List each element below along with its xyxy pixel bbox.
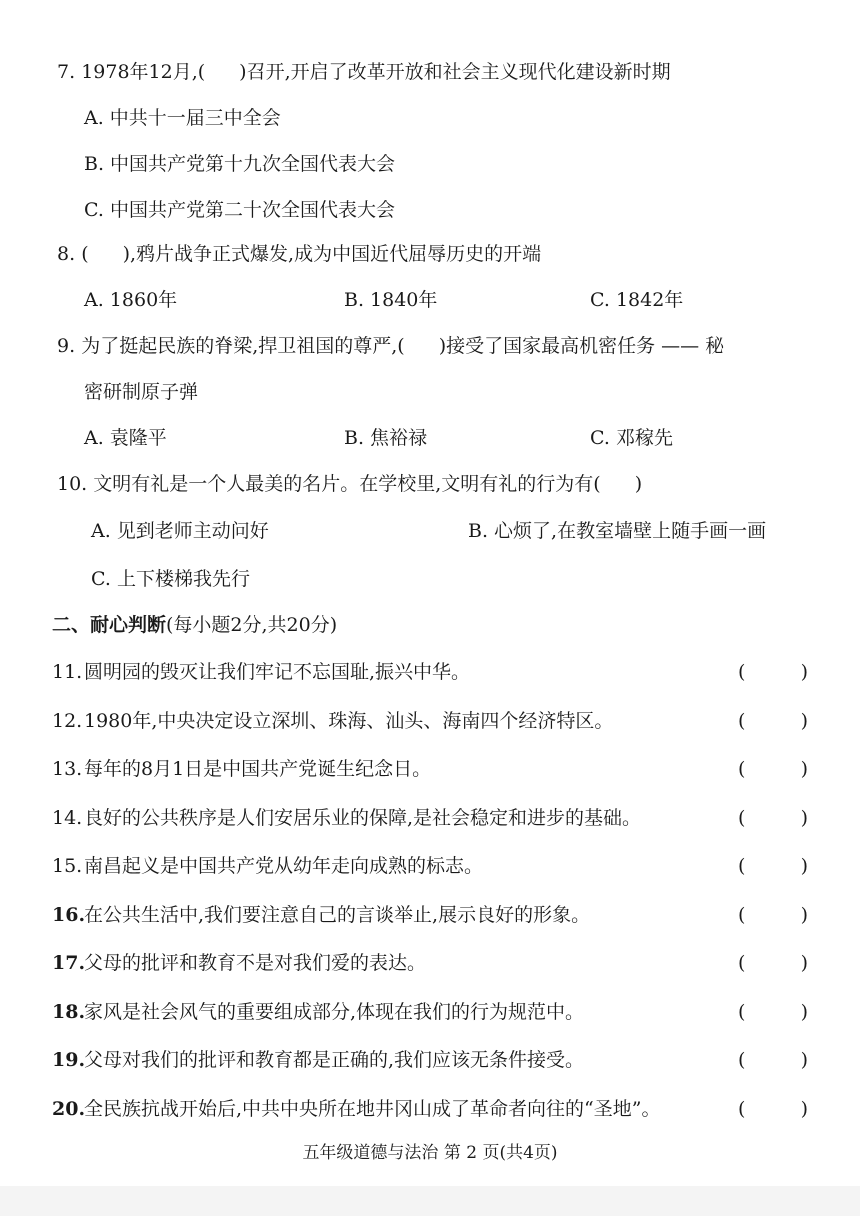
answer-parentheses[interactable] (738, 806, 808, 830)
judgement-item (52, 757, 431, 781)
paren-open: ( (738, 1098, 746, 1120)
question-9 (57, 334, 724, 358)
question-text: 南昌起义是中国共产党从幼年走向成熟的标志。 (84, 855, 484, 877)
judgement-item (52, 854, 483, 878)
paren-close: ) (800, 710, 808, 732)
question-number: 19. (52, 1049, 86, 1071)
answer-parentheses[interactable] (738, 1097, 808, 1121)
paren-open: ( (738, 758, 746, 780)
option-9a: A. 袁隆平 (84, 427, 167, 449)
question-text: 圆明园的毁灭让我们牢记不忘国耻,振兴中华。 (84, 661, 471, 683)
question-7 (57, 60, 671, 84)
question-number: 16. (52, 904, 86, 926)
question-text: 全民族抗战开始后,中共中央所在地井冈山成了革命者向往的“圣地”。 (84, 1098, 661, 1120)
paren-close: ) (800, 1001, 808, 1023)
question-text: 家风是社会风气的重要组成部分,体现在我们的行为规范中。 (84, 1001, 585, 1023)
paren-close: ) (800, 904, 808, 926)
judgement-item (52, 1000, 584, 1024)
option-7c: C. 中国共产党第二十次全国代表大会 (84, 199, 395, 221)
question-number: 10. (57, 473, 88, 495)
question-text-pre: 文明有礼是一个人最美的名片。在学校里,文明有礼的行为有( (93, 473, 601, 495)
option-7b: B. 中国共产党第十九次全国代表大会 (84, 153, 396, 175)
judgement-item (52, 1048, 584, 1072)
question-number: 20. (52, 1098, 86, 1120)
section-heading (52, 613, 337, 637)
question-number: 8. (57, 243, 76, 265)
paren-close: ) (800, 661, 808, 683)
answer-parentheses[interactable] (738, 1000, 808, 1024)
option-7a: A. 中共十一届三中全会 (84, 107, 281, 129)
option-9b: B. 焦裕禄 (344, 427, 428, 449)
judgement-item (52, 709, 613, 733)
question-10 (57, 472, 642, 496)
question-text-post: )召开,开启了改革开放和社会主义现代化建设新时期 (239, 61, 671, 83)
option-8b: B. 1840年 (344, 289, 438, 311)
answer-parentheses[interactable] (738, 709, 808, 733)
paren-open: ( (738, 952, 746, 974)
paren-close: ) (800, 1098, 808, 1120)
paren-close: ) (800, 952, 808, 974)
paren-open: ( (738, 710, 746, 732)
judgement-item (52, 1097, 660, 1121)
answer-parentheses[interactable] (738, 757, 808, 781)
paren-open: ( (738, 807, 746, 829)
question-text: 每年的8月1日是中国共产党诞生纪念日。 (84, 758, 432, 780)
question-text-post: ) (634, 473, 643, 495)
judgement-item (52, 660, 470, 684)
answer-parentheses[interactable] (738, 854, 808, 878)
scan-edge (0, 1186, 860, 1216)
answer-parentheses[interactable] (738, 903, 808, 927)
question-number: 12. (52, 710, 83, 732)
paren-close: ) (800, 758, 808, 780)
question-text-post: ),鸦片战争正式爆发,成为中国近代屈辱历史的开端 (122, 243, 542, 265)
judgement-item (52, 951, 426, 975)
question-9-continued: 密研制原子弹 (84, 381, 199, 403)
paren-open: ( (738, 904, 746, 926)
answer-parentheses[interactable] (738, 660, 808, 684)
question-text: 1980年,中央决定设立深圳、珠海、汕头、海南四个经济特区。 (84, 710, 614, 732)
answer-parentheses[interactable] (738, 1048, 808, 1072)
paren-close: ) (800, 855, 808, 877)
question-text: 良好的公共秩序是人们安居乐业的保障,是社会稳定和进步的基础。 (84, 807, 642, 829)
question-text-pre: ( (81, 243, 89, 265)
question-number: 14. (52, 807, 83, 829)
option-8c: C. 1842年 (590, 289, 684, 311)
question-8 (57, 242, 541, 266)
answer-parentheses[interactable] (738, 951, 808, 975)
option-10c: C. 上下楼梯我先行 (91, 568, 250, 590)
judgement-item (52, 806, 641, 830)
question-number: 11. (52, 661, 83, 683)
paren-open: ( (738, 1049, 746, 1071)
question-text: 父母对我们的批评和教育都是正确的,我们应该无条件接受。 (84, 1049, 585, 1071)
option-10a: A. 见到老师主动问好 (91, 520, 269, 542)
section-title: 二、耐心判断 (52, 614, 167, 636)
question-text: 父母的批评和教育不是对我们爱的表达。 (84, 952, 427, 974)
question-number: 17. (52, 952, 86, 974)
page-footer: 五年级道德与法治 第 2 页(共4页) (302, 1143, 558, 1163)
question-text: 在公共生活中,我们要注意自己的言谈举止,展示良好的形象。 (84, 904, 591, 926)
paren-open: ( (738, 661, 746, 683)
option-9c: C. 邓稼先 (590, 427, 673, 449)
section-score-note: (每小题2分,共20分) (166, 614, 338, 636)
paren-open: ( (738, 1001, 746, 1023)
question-number: 9. (57, 335, 76, 357)
judgement-item (52, 903, 590, 927)
question-number: 7. (57, 61, 76, 83)
question-text-pre: 为了挺起民族的脊梁,捍卫祖国的尊严,( (81, 335, 405, 357)
question-number: 15. (52, 855, 83, 877)
paren-close: ) (800, 1049, 808, 1071)
option-10b: B. 心烦了,在教室墙壁上随手画一画 (468, 520, 767, 542)
question-text-post: )接受了国家最高机密任务 —— 秘 (438, 335, 725, 357)
question-number: 18. (52, 1001, 86, 1023)
option-8a: A. 1860年 (84, 289, 178, 311)
paren-open: ( (738, 855, 746, 877)
paren-close: ) (800, 807, 808, 829)
question-number: 13. (52, 758, 83, 780)
question-text-pre: 1978年12月,( (81, 61, 206, 83)
